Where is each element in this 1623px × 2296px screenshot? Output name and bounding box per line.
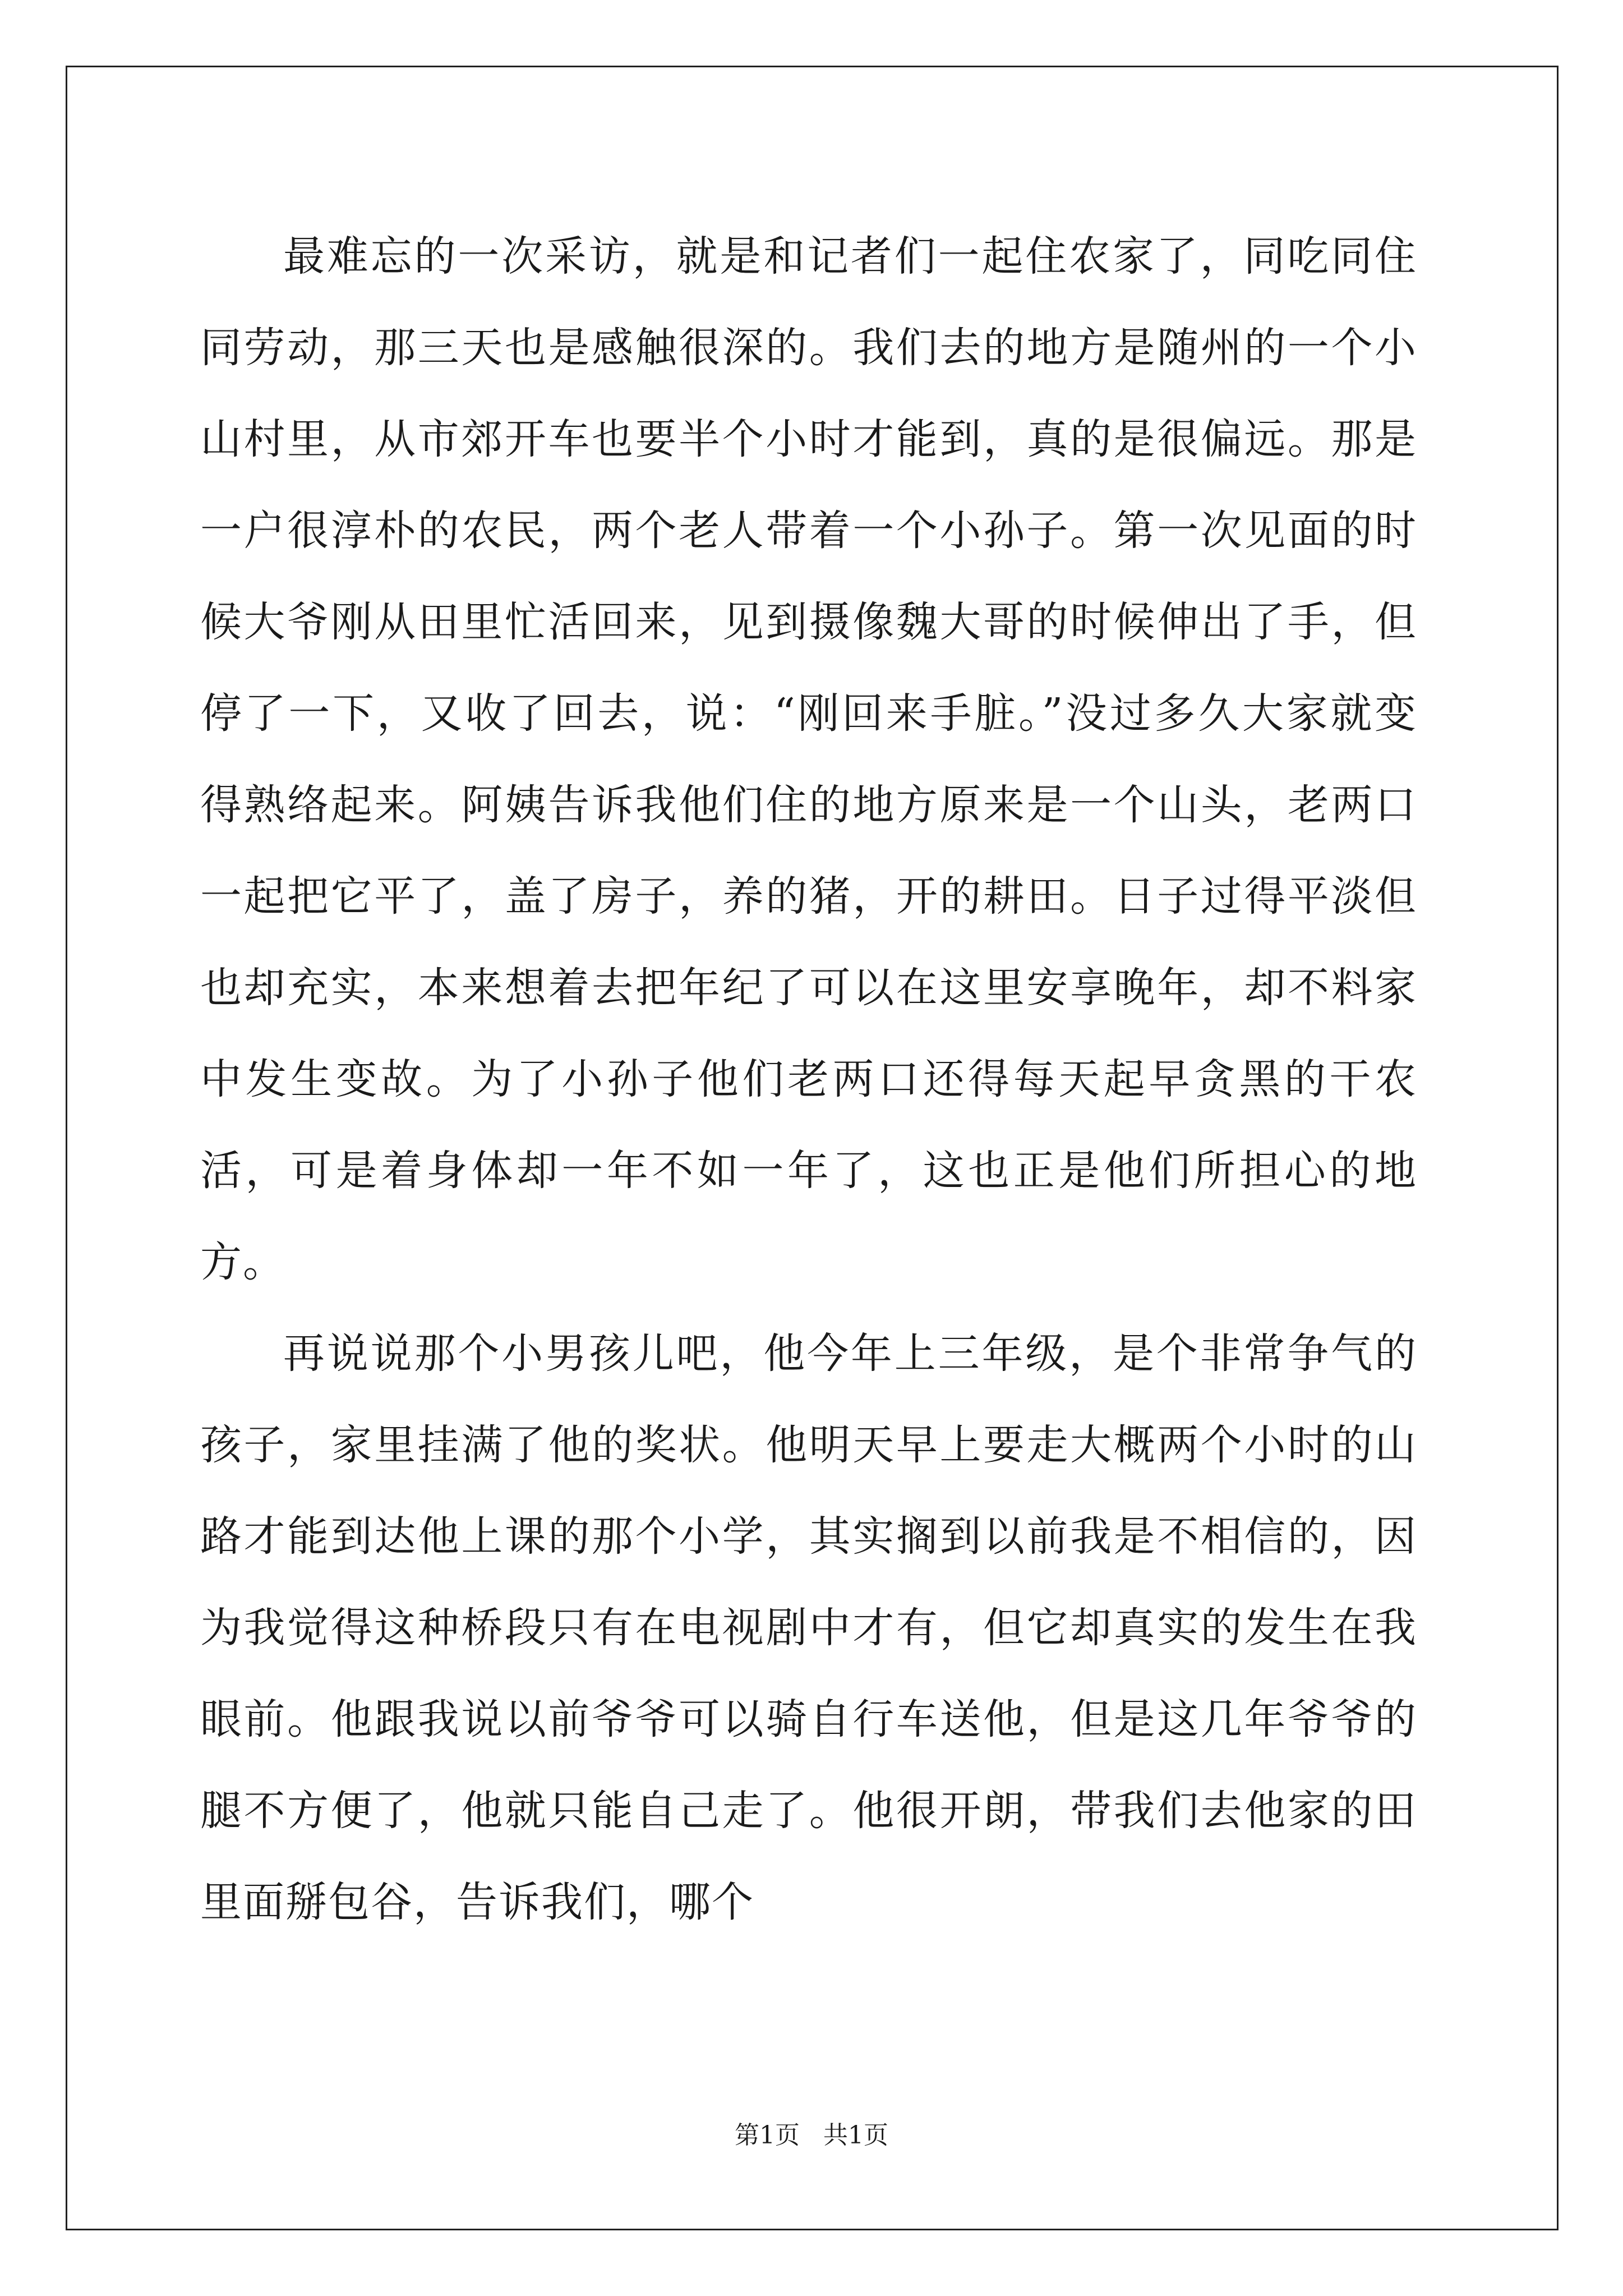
paragraph-1: 最难忘的一次采访，就是和记者们一起住农家了，同吃同住同劳动，那三天也是感触很深的。我们去的地方是随州的一个小山村里，从市郊开车也要半个小时才能到，真的是很偏远。那是一户很淳朴的农民，两个老人带着一个小孙子。第一次见面的时候大爷刚从田里忙活回来，见到摄像魏大哥的时候伸出了手，但停了一下，又收了回去，说：“刚回来手脏。”没过多久大家就变得熟络起来。阿姨告诉我他们住的地方原来是一个山头，老两口一起把它平了，盖了房子，养的猪，开的耕田。日子过得平淡但也却充实，本来想着去把年纪了可以在这里安享晚年，却不料家中发生变故。为了小孙子他们老两口还得每天起早贪黑的干农活，可是着身体却一年不如一年了，这也正是他们所担心的地方。 (200, 232, 1417, 1286)
paragraph-2: 再说说那个小男孩儿吧，他今年上三年级，是个非常争气的孩子，家里挂满了他的奖状。他明天早上要走大概两个小时的山路才能到达他上课的那个小学，其实搁到以前我是不相信的，因为我觉得这种桥段只有在电视剧中才有，但它却真实的发生在我眼前。他跟我说以前爷爷可以骑自行车送他，但是这几年爷爷的腿不方便了，他就只能自己走了。他很开朗，带我们去他家的田里面掰包谷，告诉我们，哪个 (200, 1329, 1417, 1926)
document-body (200, 211, 1417, 1948)
page-number-footer: 第1页 共1页 (735, 2121, 888, 2150)
